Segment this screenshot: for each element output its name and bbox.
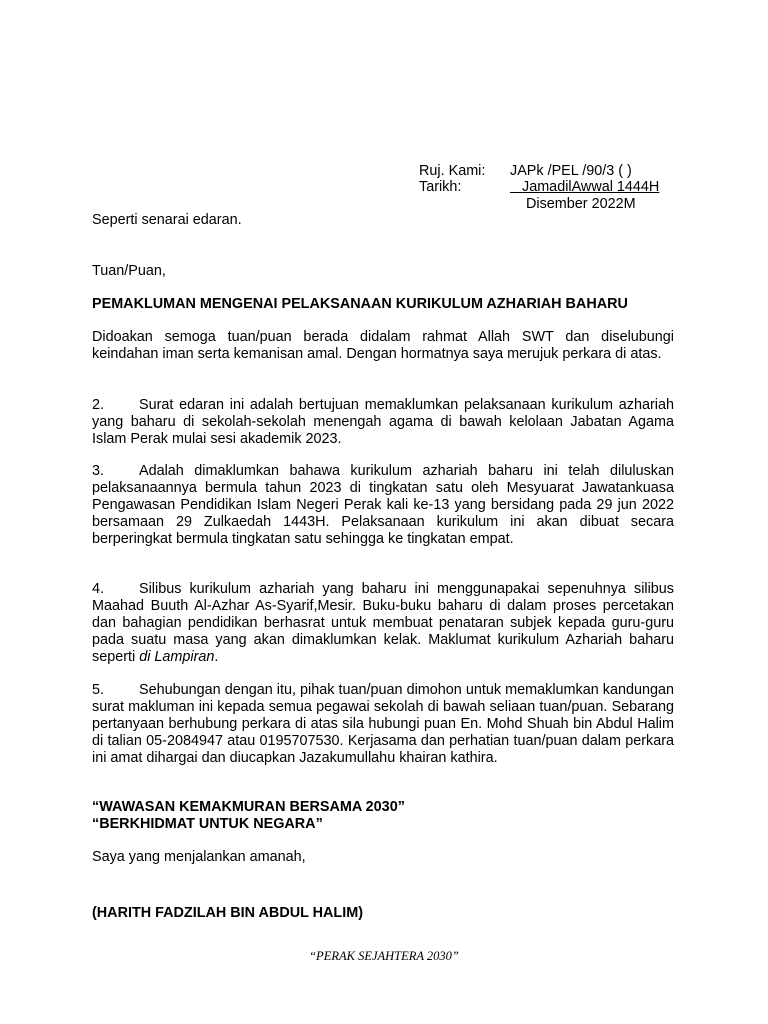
paragraph-3 xyxy=(92,463,674,548)
letter-subject: PEMAKLUMAN MENGENAI PELAKSANAAN KURIKULUM AZHARIAH BAHARU xyxy=(92,296,628,312)
slogan-wawasan: “WAWASAN KEMAKMURAN BERSAMA 2030” xyxy=(92,799,405,815)
closing-line: Saya yang menjalankan amanah, xyxy=(92,849,306,865)
paragraph-5-text: Sehubungan dengan itu, pihak tuan/puan dimohon untuk memaklumkan kandungan surat makluman ini kepada semua pegawai sekolah di bawah seliaan tuan/puan. Sebarang pertanyaan berhubung perkara di atas sila hubungi puan En. Mohd Shuah bin Abdul Halim di talian 05-2084947 atau 0195707530. Kerjasama dan perhatian tuan/puan dalam perkara ini amat dihargai dan diucapkan Jazakumullahu khairan kathira. xyxy=(92,682,674,766)
paragraph-5 xyxy=(92,682,674,767)
recipient: Seperti senarai edaran. xyxy=(92,212,242,228)
paragraph-2-text: Surat edaran ini adalah bertujuan memaklumkan pelaksanaan kurikulum azhariah yang baharu di sekolah-sekolah menengah agama di bawah kelolaan Jabatan Agama Islam Perak mulai sesi akademik 2023. xyxy=(92,397,674,447)
ref-label: Ruj. Kami: xyxy=(419,163,486,179)
paragraph-4 xyxy=(92,581,674,666)
paragraph-2-number: 2. xyxy=(92,397,105,413)
paragraph-4-number: 4. xyxy=(92,581,105,597)
paragraph-4-text: Silibus kurikulum azhariah yang baharu ini menggunapakai sepenuhnya silibus Maahad Buuth Al-Azhar As-Syarif,Mesir. Buku-buku baharu di dalam proses percetakan dan bahagian pendidikan berhasrat untuk membuat penataran subjek kepada guru-guru pada suatu masa yang akan dimaklumkan kelak. Maklumat kurikulum Azhariah baharu seperti xyxy=(92,581,674,665)
date-label: Tarikh: xyxy=(419,179,462,195)
salutation: Tuan/Puan, xyxy=(92,263,166,279)
footer-slogan: “PERAK SEJAHTERA 2030” xyxy=(309,949,459,963)
paragraph-intro: Didoakan semoga tuan/puan berada didalam rahmat Allah SWT dan diselubungi keindahan iman serta kemanisan amal. Dengan hormatnya saya merujuk perkara di atas. xyxy=(92,329,674,362)
paragraph-3-number: 3. xyxy=(92,463,105,479)
paragraph-3-text: Adalah dimaklumkan bahawa kurikulum azhariah baharu ini telah diluluskan pelaksanaannya bermula tahun 2023 di tingkatan satu oleh Mesyuarat Jawatankuasa Pengawasan Pendidikan Islam Negeri Perak kali ke-13 yang bersidang pada 29 jun 2022 bersamaan 29 Zulkaedah 1443H. Pelaksanaan kurikulum ini akan dibuat secara berperingkat bermula tingkatan satu sehingga ke tingkatan empat. xyxy=(92,463,674,547)
date-hijri: JamadilAwwal 1444H xyxy=(522,179,660,195)
date-masihi: Disember 2022M xyxy=(526,196,636,212)
lampiran-reference: di Lampiran xyxy=(139,649,215,665)
signatory-name: (HARITH FADZILAH BIN ABDUL HALIM) xyxy=(92,905,363,921)
paragraph-4-end: . xyxy=(214,649,219,665)
paragraph-5-number: 5. xyxy=(92,682,105,698)
ref-value: JAPk /PEL /90/3 ( ) xyxy=(510,163,632,179)
paragraph-2 xyxy=(92,397,674,448)
slogan-berkhidmat: “BERKHIDMAT UNTUK NEGARA” xyxy=(92,816,323,832)
